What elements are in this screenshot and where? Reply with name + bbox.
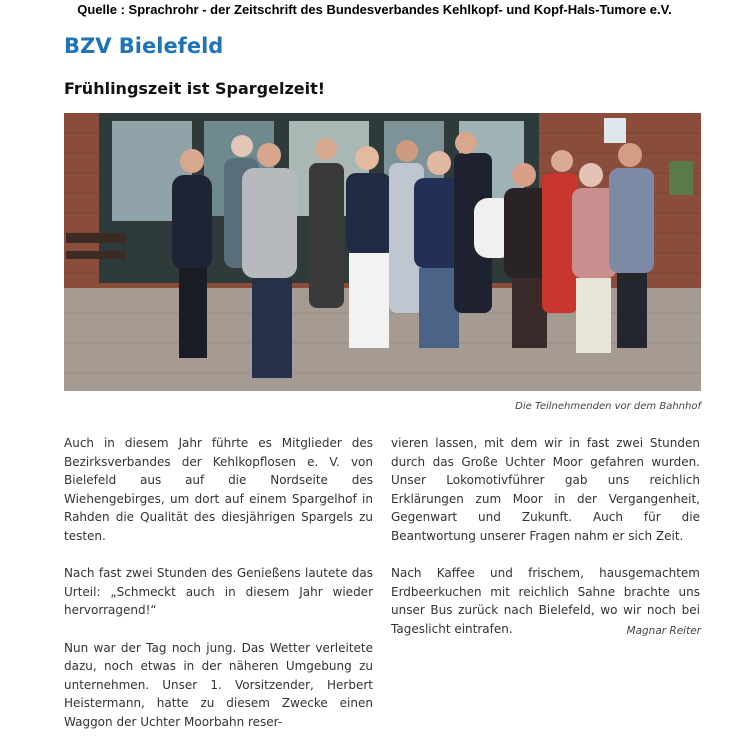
section-title: BZV Bielefeld <box>64 34 224 58</box>
article-right-column <box>391 434 700 657</box>
article-left-column <box>64 434 373 750</box>
paragraph: Auch in diesem Jahr führte es Mitglieder des Bezirksverbandes der Kehlkopflosen e. V. von Bielefeld aus auf die Nordseite des Wiehengebirges, um dort auf einem Spargelhof in Rahden die Qualität des diesjährigen Spargels zu testen. <box>64 436 373 543</box>
group-photo <box>64 113 701 391</box>
paragraph: vieren lassen, mit dem wir in fast zwei Stunden durch das Große Uchter Moor gefahren wurden. Unser Lokomotivführer gab uns reichlich Erklärungen zum Moor in der Vergangenheit, Gegenwart und Zukunft. Auch für die Beantwortung unserer Fragen nahm er sich Zeit. <box>391 436 700 543</box>
source-line: Quelle : Sprachrohr - der Zeitschrift des Bundesverbandes Kehlkopf- und Kopf-Hals-Tumore e.V. <box>77 2 672 17</box>
article-author: Magnar Reiter <box>626 625 701 637</box>
paragraph: Nun war der Tag noch jung. Das Wetter verleitete dazu, noch etwas in der näheren Umgebung zu unternehmen. Unser 1. Vorsitzender, Herbert Heistermann, hatte zu diesem Zwecke einen Waggon der Uchter Moorbahn reser- <box>64 640 373 729</box>
paragraph: Nach fast zwei Stunden des Genießens lautete das Urteil: „Schmeckt auch in diesem Jahr wieder hervorragend!“ <box>64 566 373 618</box>
article-headline: Frühlingszeit ist Spargelzeit! <box>64 79 326 98</box>
paragraph: Nach Kaffee und frischem, hausgemachtem Erdbeerkuchen mit reichlich Sahne brachte uns unser Bus zurück nach Bielefeld, wo wir noch bei Tageslicht eintrafen. <box>391 566 700 636</box>
photo-caption: Die Teilnehmenden vor dem Bahnhof <box>515 401 701 412</box>
